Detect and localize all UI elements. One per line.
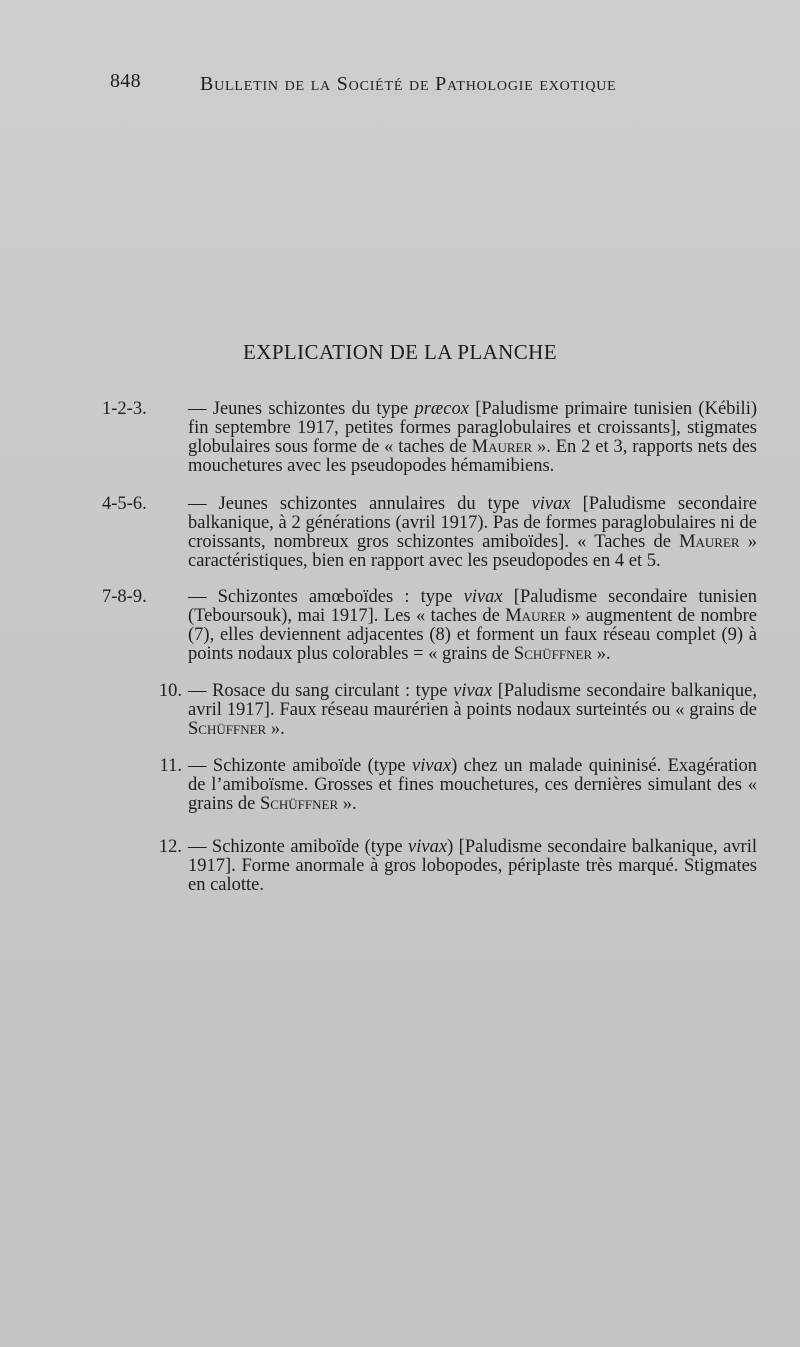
entry-figure-numbers: 10. <box>158 681 182 701</box>
author-name: Schüffner <box>188 719 267 739</box>
plate-entry <box>102 682 757 739</box>
entry-figure-numbers: 11. <box>159 756 182 776</box>
species-name: vivax <box>408 837 448 857</box>
author-name: Schüffner <box>513 644 593 664</box>
plate-entries-list <box>102 400 757 895</box>
entry-figure-numbers: 4-5-6. <box>102 494 147 514</box>
plate-entry <box>102 588 757 664</box>
plate-entry <box>102 757 757 814</box>
entry-description: — Jeunes schizontes annulaires du type vivax [Paludisme secondaire balkanique, à 2 générations (avril 1917). Pas de formes paraglobulaires ni de croissants, nombreux gros schizontes amiboïdes]. « Taches de Maurer » caractéristiques, bien en rapport avec les pseudopodes en 4 et 5. <box>188 494 757 571</box>
entry-description: — Schizonte amiboïde (type vivax) chez un malade quininisé. Exagération de l’amiboïsme. Grosses et fines mouchetures, ces dernières simulant des « grains de Schüffner ». <box>188 756 757 814</box>
author-name: Maurer <box>471 437 533 457</box>
entry-description: — Schizontes amœboïdes : type vivax [Paludisme secondaire tunisien (Teboursouk), mai 1917]. Les « taches de Maurer » augmentent de nombre (7), elles deviennent adjacentes (8) et forment un faux réseau complet (9) à points nodaux plus colorables = « grains de Schüffner ». <box>188 587 758 664</box>
entry-description: — Schizonte amiboïde (type vivax) [Paludisme secondaire balkanique, avril 1917]. Forme anormale à gros lobopodes, périplaste très marqué. Stigmates en calotte. <box>188 837 757 895</box>
entry-description: — Rosace du sang circulant : type vivax [Paludisme secondaire balkanique, avril 1917]. Faux réseau maurérien à points nodaux surteintés ou « grains de Schüffner ». <box>188 681 758 739</box>
species-name: vivax <box>531 494 571 514</box>
species-name: vivax <box>463 587 503 607</box>
journal-title: Bulletin de la Société de Pathologie exotique <box>200 73 617 95</box>
species-name: vivax <box>453 681 493 701</box>
entry-figure-numbers: 1-2-3. <box>102 399 147 419</box>
entry-figure-numbers: 12. <box>158 837 182 857</box>
species-name: vivax <box>412 756 452 776</box>
author-name: Maurer <box>679 532 740 552</box>
entry-figure-numbers: 7-8-9. <box>102 587 147 607</box>
species-name: præcox <box>414 399 469 419</box>
plate-explanation-title: EXPLICATION DE LA PLANCHE <box>243 340 557 364</box>
page-number: 848 <box>110 70 141 92</box>
entry-description: — Jeunes schizontes du type præcox [Paludisme primaire tunisien (Kébili) fin septembre 1917, petites formes paraglobulaires et croissants], stigmates globulaires sous forme de « taches de Maurer ». En 2 et 3, rapports nets des mouchetures avec les pseudopodes hémamibiens. <box>188 399 757 476</box>
author-name: Maurer <box>505 606 566 626</box>
plate-entry <box>102 838 757 895</box>
author-name: Schüffner <box>259 794 339 814</box>
plate-entry <box>102 400 757 476</box>
plate-entry <box>102 495 757 571</box>
